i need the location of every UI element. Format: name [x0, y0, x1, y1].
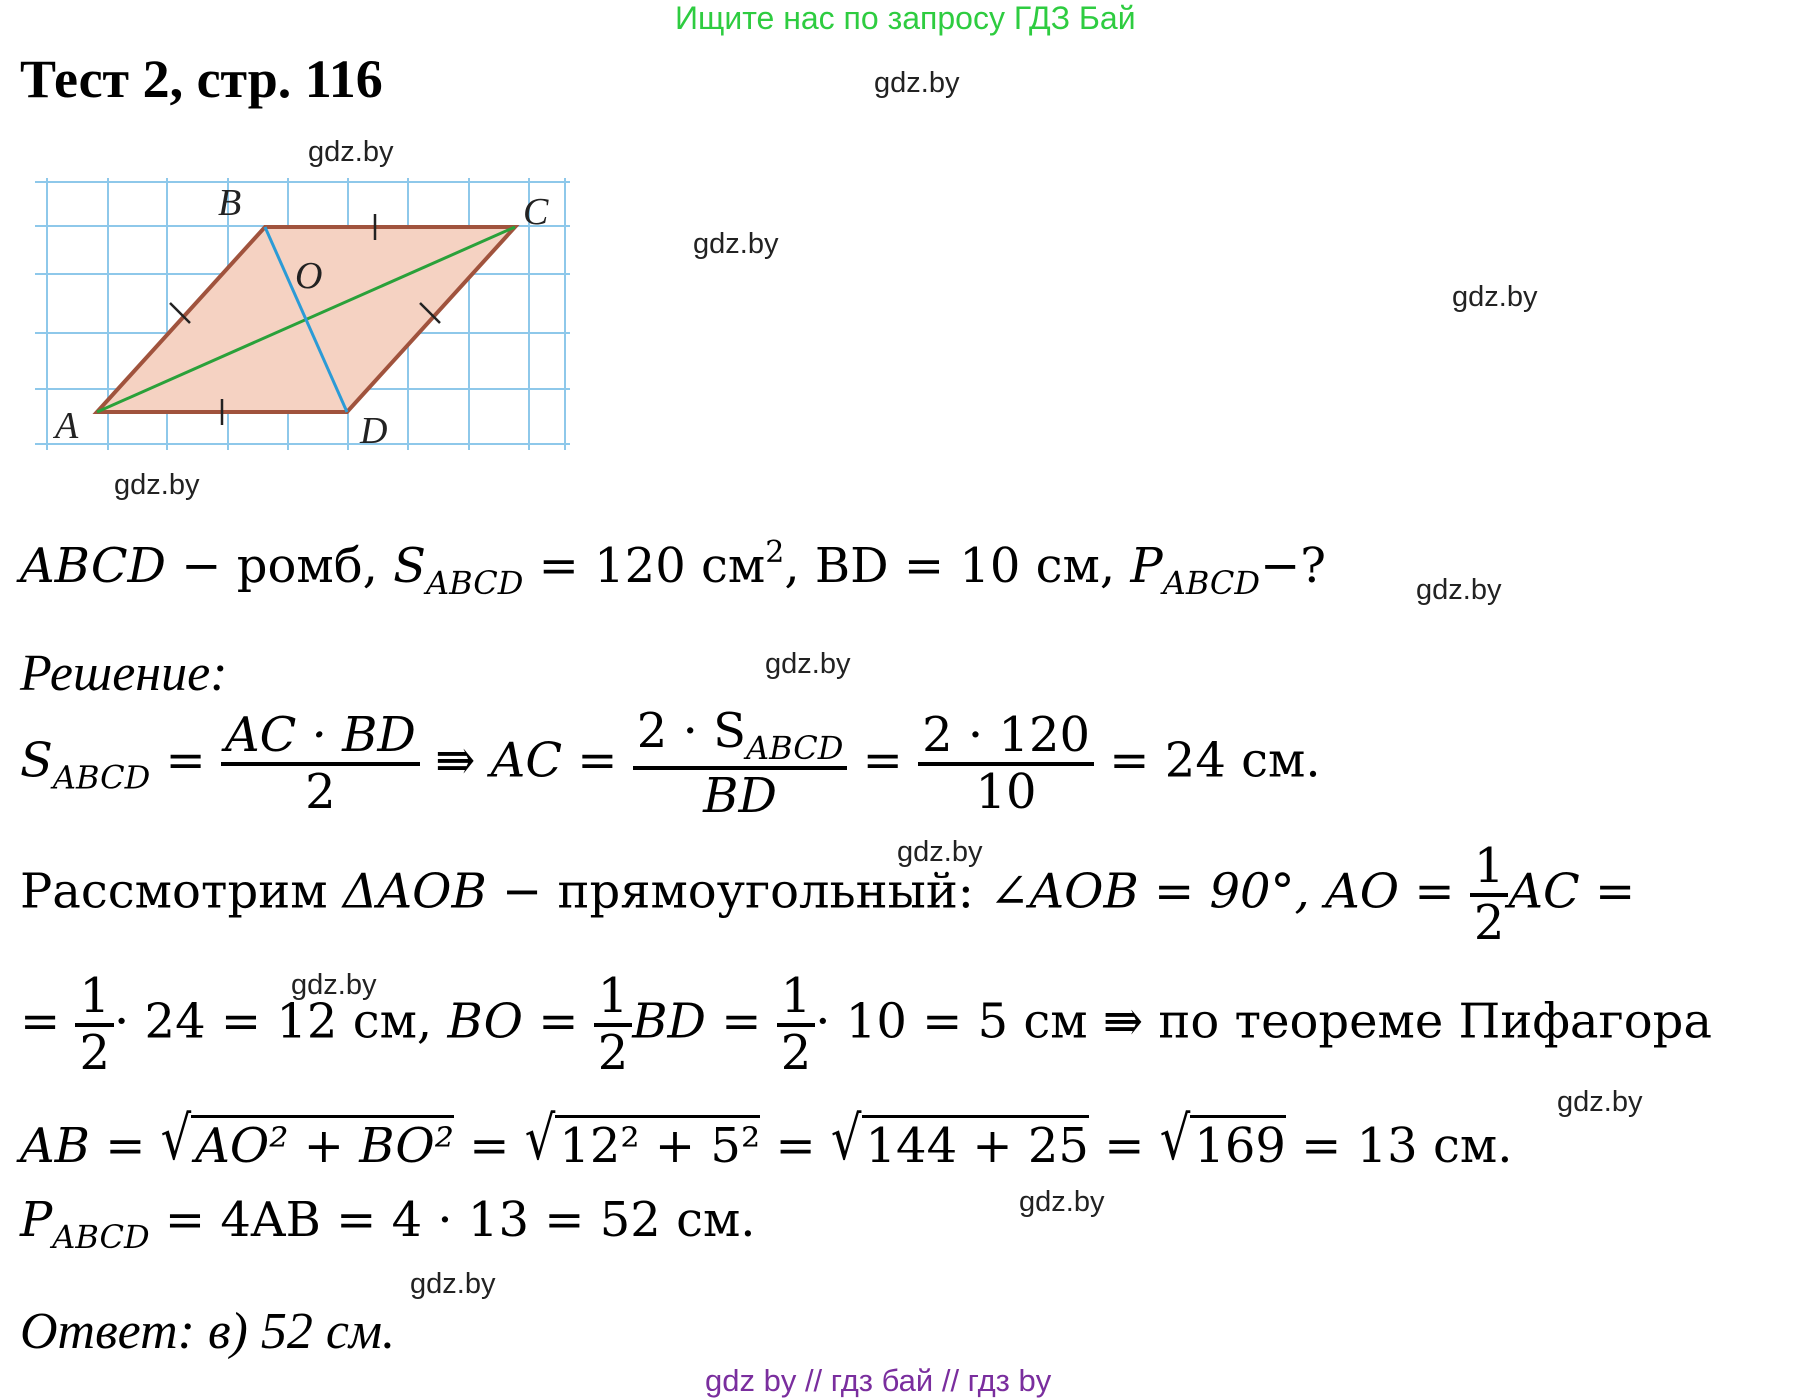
- label-a: A: [55, 405, 79, 447]
- search-banner: Ищите нас по запросу ГДЗ Бай: [675, 0, 1136, 36]
- watermark: gdz.by: [1452, 281, 1538, 313]
- fraction-numeric: $\frac{2 \cdot 120}{10}$: [918, 709, 1094, 819]
- rhombus-figure: [25, 170, 575, 460]
- page-title: Тест 2, стр. 116: [20, 49, 383, 109]
- label-o: O: [295, 255, 323, 297]
- answer: Ответ: в) 52 см.: [20, 1303, 396, 1360]
- label-b: B: [218, 182, 242, 224]
- watermark: gdz.by: [291, 969, 377, 1001]
- fraction-half: $\frac{1}{2}$: [1470, 840, 1509, 950]
- fraction-half: $\frac{1}{2}$: [594, 970, 633, 1080]
- label-c: C: [523, 191, 549, 233]
- footer-links[interactable]: gdz by // гдз бай // гдз by: [705, 1363, 1052, 1398]
- pythagoras-line: AB = √AO² + BO² = √12² + 5² = √144 + 25 = √169 = 13 см.: [20, 1104, 1513, 1174]
- watermark: gdz.by: [765, 648, 851, 680]
- perimeter-line: $P_{ABCD} = 4AB = 4 \cdot 13 = 52$ см.: [20, 1192, 756, 1256]
- solution-heading: Решение:: [20, 645, 228, 702]
- watermark: gdz.by: [1416, 574, 1502, 606]
- fraction-area: $\frac{AC \cdot BD}{2}$: [221, 709, 420, 819]
- fraction-half: $\frac{1}{2}$: [75, 970, 114, 1080]
- watermark: gdz.by: [410, 1268, 496, 1300]
- fraction-ac: $\frac{2 \cdot S_{ABCD}}{BD}$: [633, 705, 848, 823]
- watermark: gdz.by: [114, 469, 200, 501]
- watermark: gdz.by: [874, 67, 960, 99]
- label-d: D: [360, 410, 388, 452]
- watermark: gdz.by: [897, 836, 983, 868]
- triangle-line: Рассмотрим ΔAOB − прямоугольный: ∠AOB = 90°, AO = $\frac{1}{2}$ AC =: [20, 838, 1636, 951]
- watermark: gdz.by: [1557, 1086, 1643, 1118]
- watermark: gdz.by: [308, 136, 394, 168]
- watermark: gdz.by: [693, 228, 779, 260]
- given-line: ABCD − ромб, $S_{ABCD} = 120$ $см^2$, BD = 10 см, $P_{ABCD}-$?: [20, 535, 1327, 602]
- fraction-half: $\frac{1}{2}$: [777, 970, 816, 1080]
- formula-area: $S_{ABCD}$ = $\frac{AC \cdot BD}{2}$ ⇛ AC = $\frac{2 \cdot S_{ABCD}}{BD}$ = $\frac{2 \cdot 120}{10}$ = 24 см.: [20, 703, 1321, 825]
- halves-line: = $\frac{1}{2}$ · 24 = 12 см, BO = $\frac{1}{2}$ BD = $\frac{1}{2}$ · 10 = 5 см ⇛ по теореме Пифагора: [20, 968, 1712, 1081]
- watermark: gdz.by: [1019, 1186, 1105, 1218]
